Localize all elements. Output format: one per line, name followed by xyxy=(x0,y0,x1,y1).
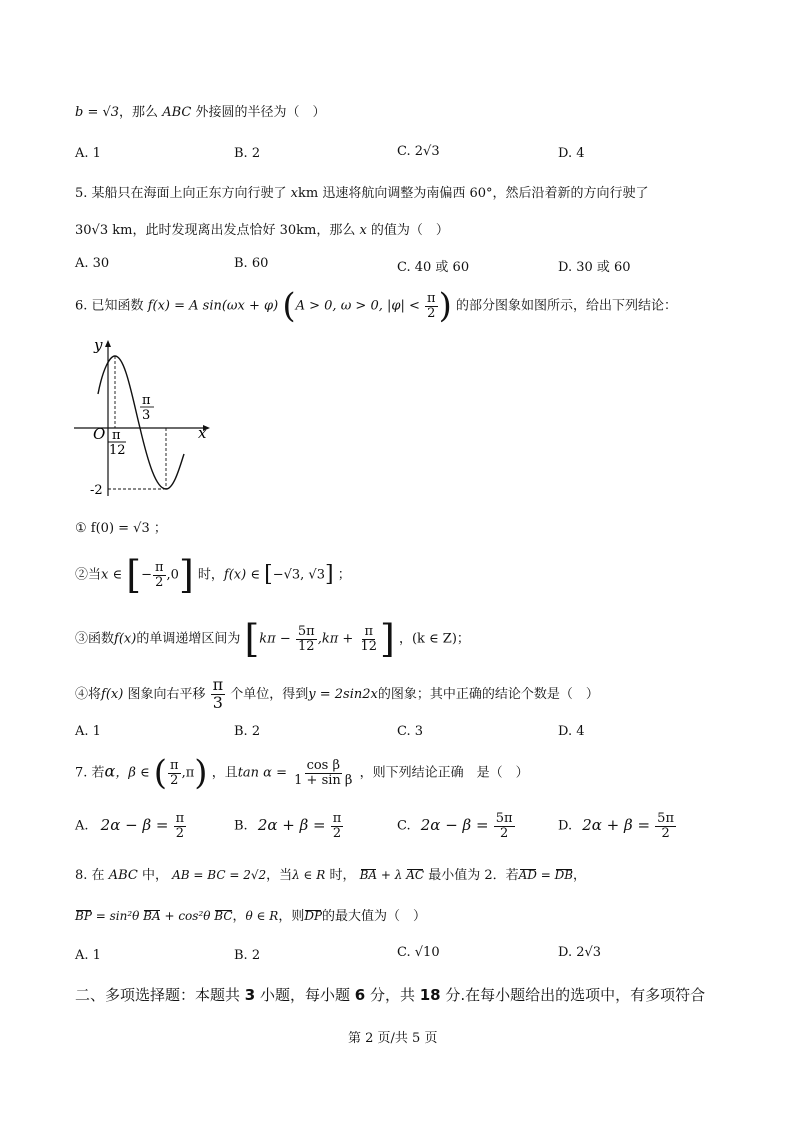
q8-stem-line2: BP = sin²θ BA + cos²θ BC，θ ∈ R，则DP的最大值为（ ） xyxy=(75,909,427,924)
section-2-heading: 二、多项选择题：本题共 3 小题，每小题 6 分，共 18 分.在每小题给出的选项中，有多项符合 xyxy=(75,986,706,1004)
y-axis-label: y xyxy=(94,336,103,354)
q6-option-a[interactable]: A. 1 xyxy=(75,724,101,739)
q7-option-a[interactable]: A. 2α − β = $\frac{\pi}{2}$ xyxy=(75,811,185,841)
q6-option-c[interactable]: C. 3 xyxy=(397,724,424,739)
tick-pi-over-3 xyxy=(140,393,154,423)
q5-stem-line1: 5. 某船只在海面上向正东方向行驶了 xkm 迅速将航向调整为南偏西 60°，然后沿着新的方向行驶了 xyxy=(75,186,649,201)
x-axis-label: x xyxy=(198,424,207,442)
svg-text:3: 3 xyxy=(142,408,151,423)
y-axis-arrow xyxy=(105,340,111,347)
q7-option-c[interactable]: C. 2α − β = $\frac{5\pi}{2}$ xyxy=(397,811,513,841)
q6-conclusion-4: ④将f(x) 图象向右平移 $\frac{\pi}{3}$ 个单位，得到y = 2sin2x的图象；其中正确的结论个数是（ ） xyxy=(75,675,599,712)
q4-option-d[interactable]: D. 4 xyxy=(558,146,585,161)
q8-option-b[interactable]: B. 2 xyxy=(234,948,261,963)
q4-b-value: b = √3 xyxy=(75,105,120,120)
q5-option-d[interactable]: D. 30 或 60 xyxy=(558,260,631,275)
q4-option-b[interactable]: B. 2 xyxy=(234,146,261,161)
q6-option-b[interactable]: B. 2 xyxy=(234,724,261,739)
q5-stem-line2: 30√3 km，此时发现离出发点恰好 30km，那么 x 的值为（ ） xyxy=(75,223,449,238)
svg-text:12: 12 xyxy=(109,443,126,458)
q8-option-c[interactable]: C. √10 xyxy=(397,945,440,960)
q4-stem: b = √3，那么 ABC 外接圆的半径为（ ） xyxy=(75,105,326,120)
q8-option-a[interactable]: A. 1 xyxy=(75,948,101,963)
q6-conclusion-3: ③函数f(x)的单调递增区间为 [kπ − $\frac{5\pi}{12}$ ,kπ + $\frac{\pi}{12}$ ] ，(k ∈ Z)； xyxy=(75,617,470,661)
q4-option-a[interactable]: A. 1 xyxy=(75,146,101,161)
tick-pi-over-12 xyxy=(108,428,126,458)
q6-option-d[interactable]: D. 4 xyxy=(558,724,585,739)
q8-option-d[interactable]: D. 2√3 xyxy=(558,945,602,960)
q7-option-b[interactable]: B. 2α + β = $\frac{\pi}{2}$ xyxy=(234,811,342,841)
q6-conclusion-1: ① f(0) = √3 ； xyxy=(75,521,167,536)
q6-stem: 6. 已知函数 f(x) = A sin(ωx + φ) (A > 0, ω > 0, |φ| < $\frac{\pi}{2}$ ) 的部分图象如图所示，给出下列结论： xyxy=(75,286,677,326)
q7-stem: 7. 若α，β ∈ ( $\frac{\pi}{2}$ ,π) ，且tan α = $\frac{\text{cos β}}{\text{1 + sin β}}$ ，则下列结论正确 是（ ） xyxy=(75,753,529,793)
q5-option-b[interactable]: B. 60 xyxy=(234,256,269,271)
page-footer: 第 2 页/共 5 页 xyxy=(348,1031,438,1046)
q4-option-c[interactable]: C. 2√3 xyxy=(397,144,440,159)
sine-curve xyxy=(98,356,184,489)
q8-stem-line1: 8. 在 ABC 中， AB = BC = 2√2，当λ ∈ R 时， BA + λ AC 最小值为 2．若AD = DB， xyxy=(75,868,587,883)
q7-option-d[interactable]: D. 2α + β = $\frac{5\pi}{2}$ xyxy=(558,811,674,841)
q5-option-c[interactable]: C. 40 或 60 xyxy=(397,260,470,275)
svg-text:π: π xyxy=(112,428,121,443)
q6-conclusion-2: ②当x ∈ [− $\frac{\pi}{2}$ ,0] 时，f(x) ∈ [−√3, √3] ； xyxy=(75,553,351,597)
q4-triangle: ABC xyxy=(162,105,192,120)
min-value-label: -2 xyxy=(90,483,103,498)
q5-option-a[interactable]: A. 30 xyxy=(75,256,110,271)
q6-function-graph xyxy=(70,336,220,501)
origin-label: O xyxy=(93,425,106,443)
svg-text:π: π xyxy=(142,393,151,408)
